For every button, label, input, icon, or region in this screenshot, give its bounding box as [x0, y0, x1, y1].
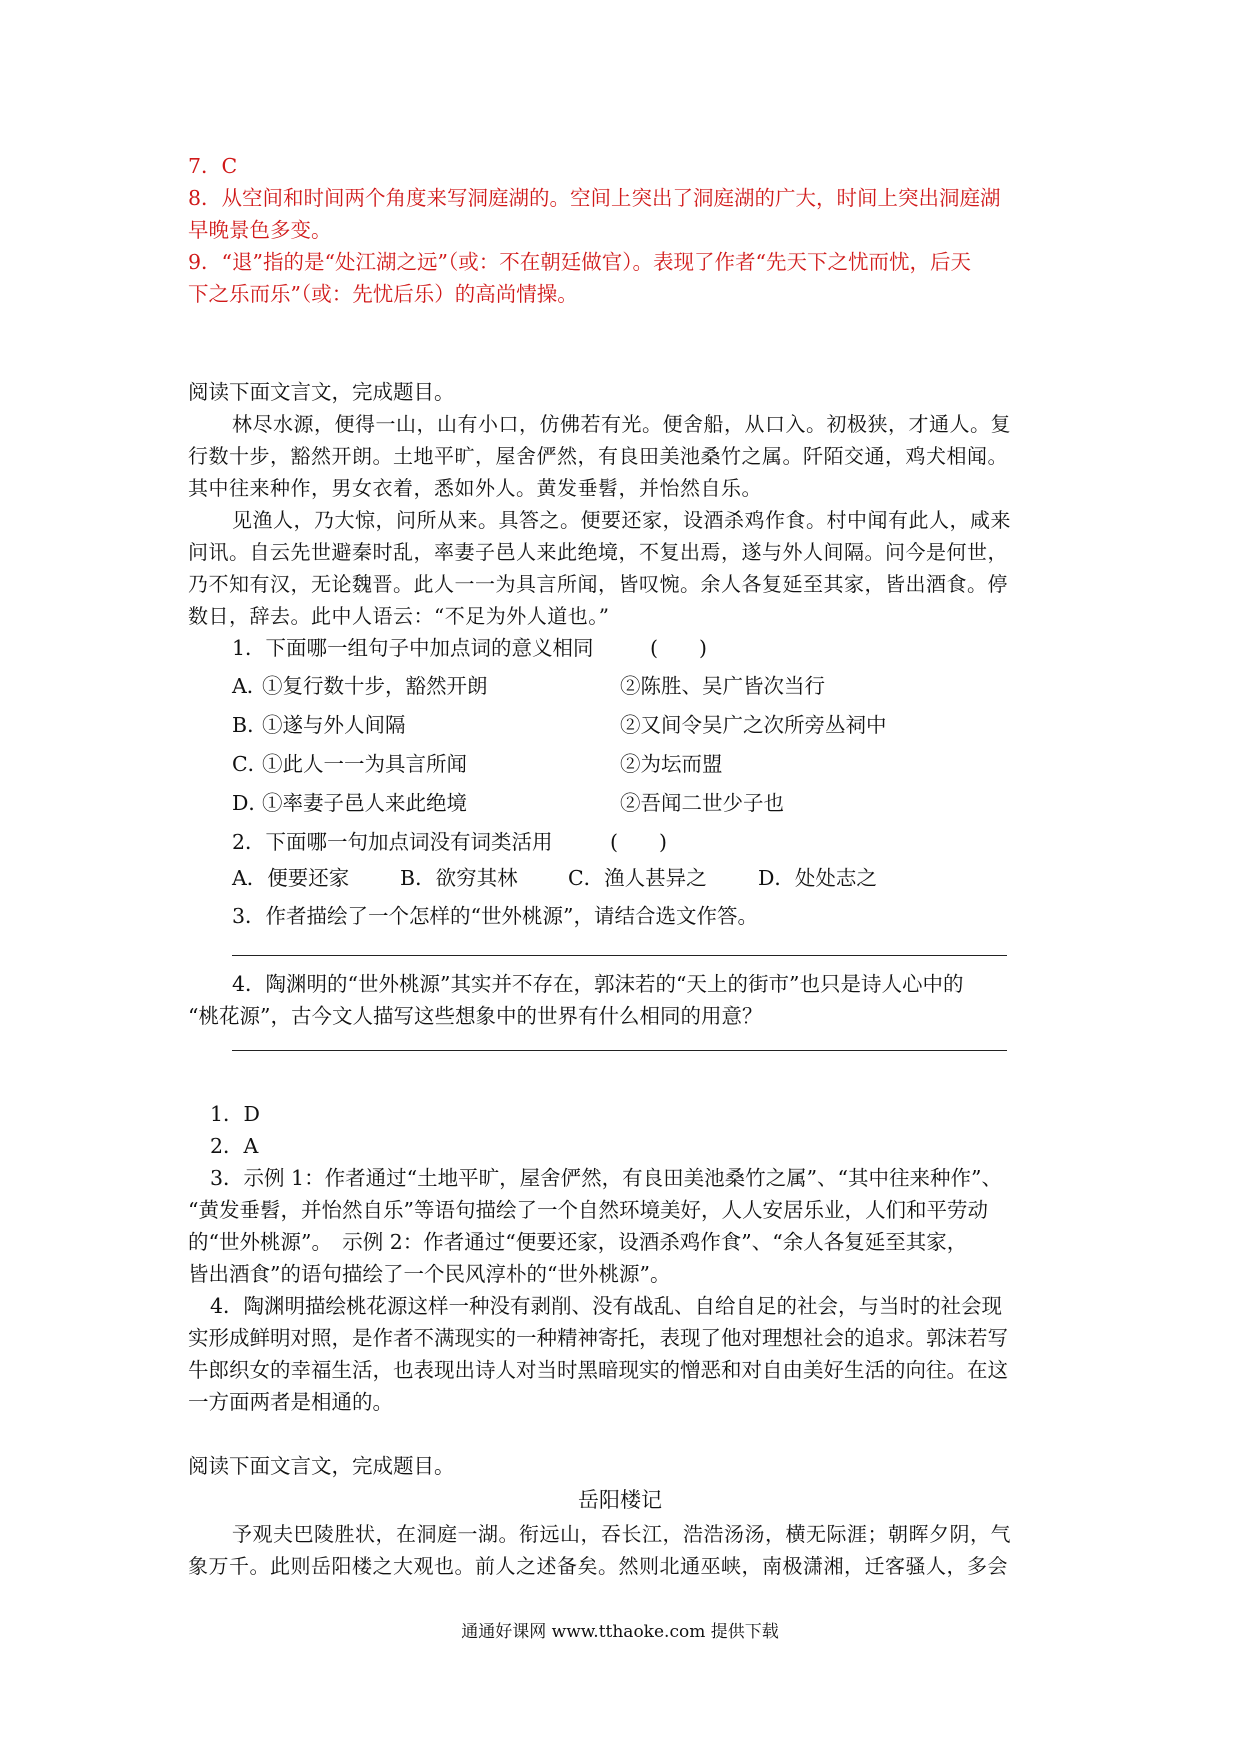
answer-4-line: 一方面两者是相通的。 [188, 1390, 393, 1414]
answer-4-line: 牛郎织女的幸福生活，也表现出诗人对当时黑暗现实的憎恶和对自由美好生活的向往。在这 [188, 1358, 1008, 1382]
passage2-title: 岳阳楼记 [578, 1488, 662, 1512]
answer-3-line: 3．示例 1：作者通过“土地平旷，屋舍俨然，有良田美池桑竹之属”、“其中往来种作”、 [210, 1166, 1003, 1190]
answer-4-line: 实形成鲜明对照，是作者不满现实的一种精神寄托，表现了他对理想社会的追求。郭沫若写 [188, 1326, 1008, 1350]
q1-option-b-2: ②又间令吴广之次所旁丛祠中 [620, 713, 887, 737]
passage1-line: 行数十步，豁然开朗。土地平旷，屋舍俨然，有良田美池桑竹之属。阡陌交通，鸡犬相闻。 [188, 444, 1008, 468]
answer-3-line: “黄发垂髫，并怡然自乐”等语句描绘了一个自然环境美好，人人安居乐业，人们和平劳动 [188, 1198, 988, 1222]
answer-9-line1: 9．“退”指的是“处江湖之远”（或：不在朝廷做官）。表现了作者“先天下之忧而忧，后天 [188, 250, 971, 274]
q2-option-b: B．欲穷其林 [400, 866, 518, 890]
section1-intro: 阅读下面文言文，完成题目。 [188, 380, 455, 404]
passage2-line: 予观夫巴陵胜状，在洞庭一湖。衔远山，吞长江，浩浩汤汤，横无际涯；朝晖夕阴，气 [232, 1522, 1011, 1546]
question-2-stem: 2．下面哪一句加点词没有词类活用 [232, 830, 553, 854]
q2-option-d: D．处处志之 [758, 866, 877, 890]
question-1-paren: ( ) [650, 636, 707, 660]
q2-option-c: C．渔人甚异之 [568, 866, 707, 890]
section2-intro: 阅读下面文言文，完成题目。 [188, 1454, 455, 1478]
answer-8-line2: 早晚景色多变。 [188, 218, 332, 242]
answer-line-q4 [232, 1050, 1007, 1051]
passage2-line: 象万千。此则岳阳楼之大观也。前人之述备矣。然则北通巫峡，南极潇湘，迁客骚人，多会 [188, 1554, 1008, 1578]
q1-option-label-d: D． [232, 791, 269, 815]
question-4-line1: 4．陶渊明的“世外桃源”其实并不存在，郭沫若的“天上的街市”也只是诗人心中的 [232, 972, 964, 996]
q2-option-a: A．便要还家 [232, 866, 350, 890]
passage1-line: 林尽水源，便得一山，山有小口，仿佛若有光。便舍船，从口入。初极狭，才通人。复 [232, 412, 1011, 436]
question-1-stem: 1．下面哪一组句子中加点词的意义相同 [232, 636, 594, 660]
answer-7: 7．C [188, 154, 238, 178]
passage1-line: 数日，辞去。此中人语云：“不足为外人道也。” [188, 604, 610, 628]
question-3: 3．作者描绘了一个怎样的“世外桃源”，请结合选文作答。 [232, 904, 759, 928]
q1-option-d-2: ②吾闻二世少子也 [620, 791, 784, 815]
q1-option-a-2: ②陈胜、吴广皆次当行 [620, 674, 825, 698]
answer-2: 2．A [210, 1134, 259, 1158]
passage1-line: 见渔人，乃大惊，问所从来。具答之。便要还家，设酒杀鸡作食。村中闻有此人，咸来 [232, 508, 1011, 532]
passage1-line: 问讯。自云先世避秦时乱，率妻子邑人来此绝境，不复出焉，遂与外人间隔。问今是何世， [188, 540, 1008, 564]
q1-option-c-1: ①此人一一为具言所闻 [262, 752, 467, 776]
answer-4-line: 4．陶渊明描绘桃花源这样一种没有剥削、没有战乱、自给自足的社会，与当时的社会现 [210, 1294, 1003, 1318]
answer-3-line: 皆出酒食”的语句描绘了一个民风淳朴的“世外桃源”。 [188, 1262, 671, 1286]
q1-option-b-1: ①遂与外人间隔 [262, 713, 406, 737]
q1-option-a-1: ①复行数十步，豁然开朗 [262, 674, 488, 698]
answer-1: 1．D [210, 1102, 260, 1126]
q1-option-c-2: ②为坛而盟 [620, 752, 723, 776]
page-footer: 通通好课网 www.tthaoke.com 提供下载 [461, 1622, 779, 1642]
question-4-line2: “桃花源”，古今文人描写这些想象中的世界有什么相同的用意？ [188, 1004, 763, 1028]
q1-option-d-1: ①率妻子邑人来此绝境 [262, 791, 467, 815]
passage1-line: 其中往来种作，男女衣着，悉如外人。黄发垂髫，并怡然自乐。 [188, 476, 762, 500]
answer-9-line2: 下之乐而乐”（或：先忧后乐）的高尚情操。 [188, 282, 578, 306]
answer-line-q3 [232, 955, 1007, 956]
q1-option-label-a: A． [232, 674, 268, 698]
question-2-paren: ( ) [610, 830, 667, 854]
passage1-line: 乃不知有汉，无论魏晋。此人一一为具言所闻，皆叹惋。余人各复延至其家，皆出酒食。停 [188, 572, 1008, 596]
answer-8-line1: 8．从空间和时间两个角度来写洞庭湖的。空间上突出了洞庭湖的广大，时间上突出洞庭湖 [188, 186, 1001, 210]
q1-option-label-c: C． [232, 752, 269, 776]
answer-3-line: 的“世外桃源”。 示例 2：作者通过“便要还家，设酒杀鸡作食”、“余人各复延至其家， [188, 1230, 968, 1254]
q1-option-label-b: B． [232, 713, 268, 737]
